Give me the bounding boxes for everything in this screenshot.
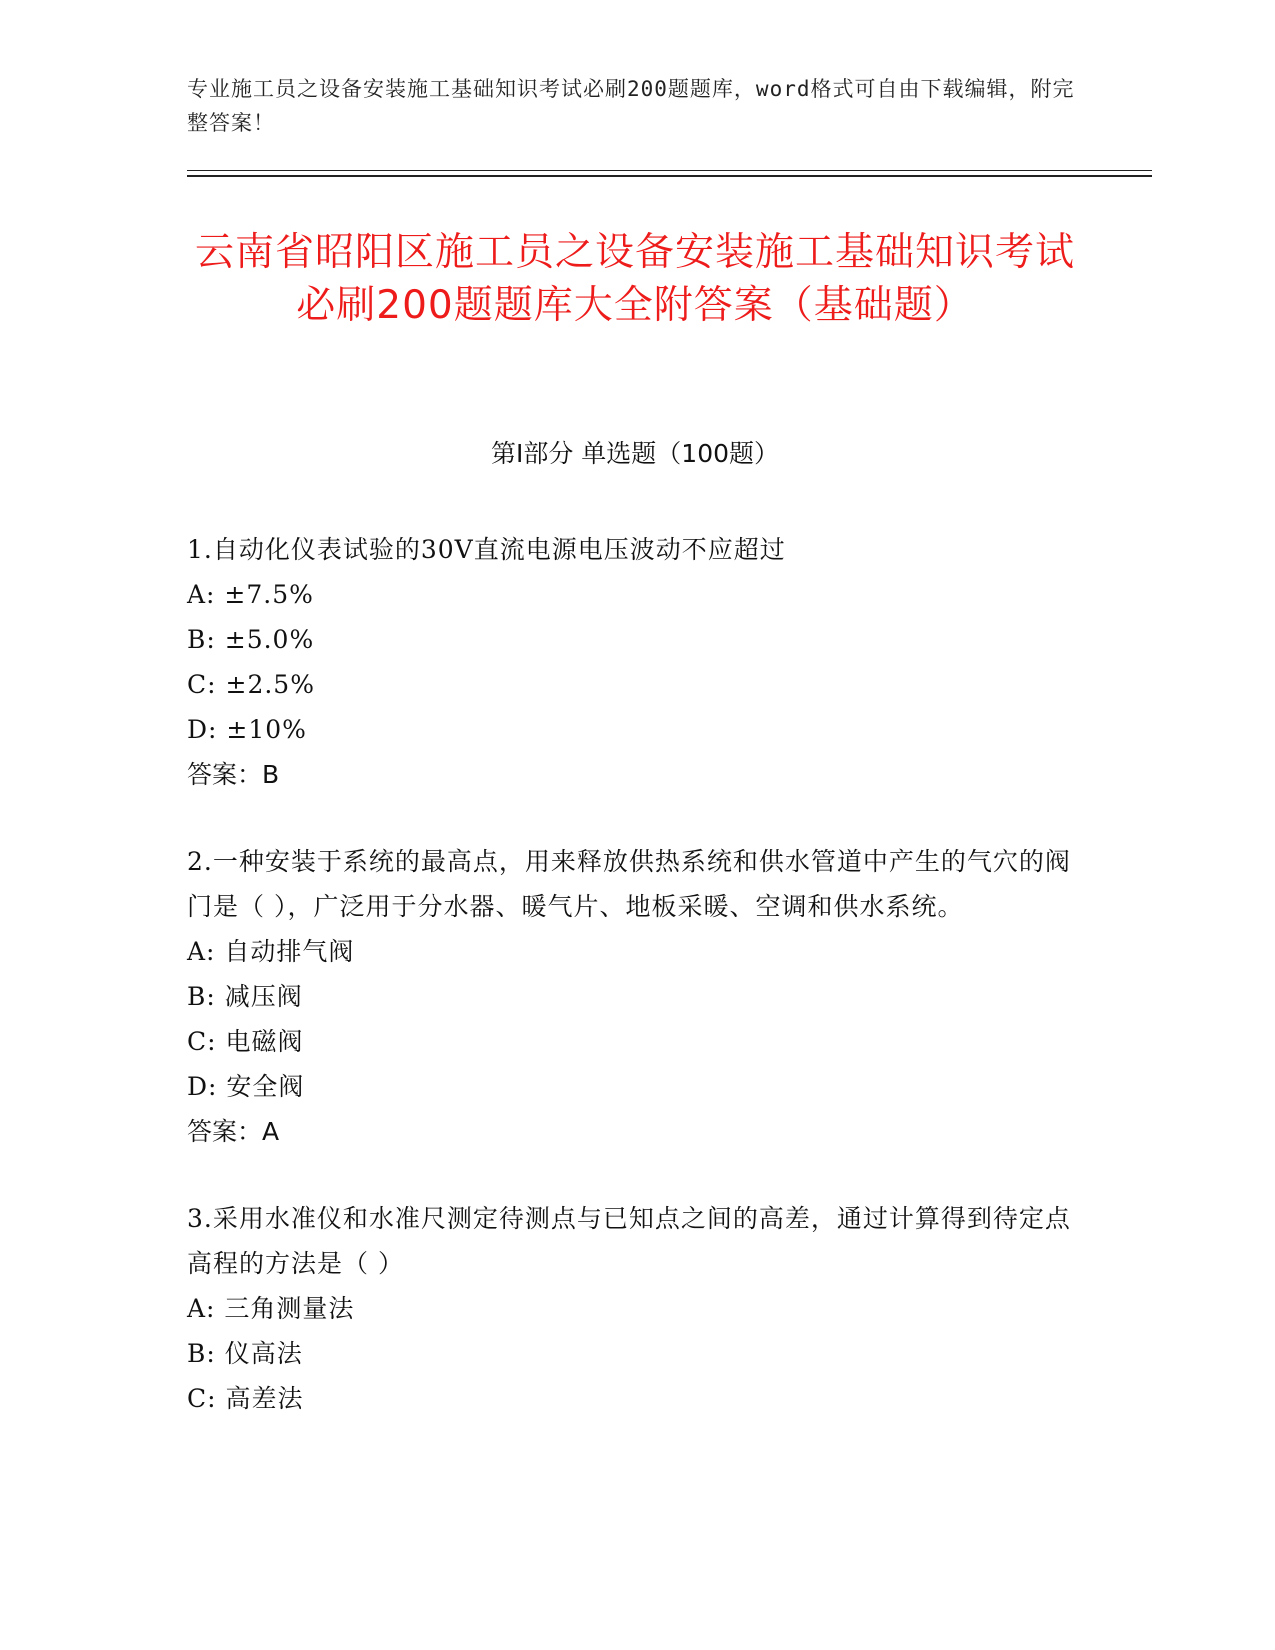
option-a: A: 三角测量法	[187, 1294, 355, 1323]
answer-line: 答案：A	[187, 1117, 280, 1146]
option-b: B: 仪高法	[187, 1339, 303, 1368]
question-2	[187, 839, 1087, 1154]
answer-line: 答案：B	[187, 760, 280, 789]
question-3	[187, 1196, 1087, 1421]
header-note: 专业施工员之设备安装施工基础知识考试必刷200题题库，word格式可自由下载编辑，附完整答案！	[187, 77, 1075, 135]
question-1	[187, 527, 1087, 797]
option-d: D: ±10%	[187, 715, 307, 744]
question-stem: 2.一种安装于系统的最高点，用来释放供热系统和供水管道中产生的气穴的阀门是（ ），广泛用于分水器、暖气片、地板采暖、空调和供水系统。	[187, 847, 1071, 921]
document-title: 云南省昭阳区施工员之设备安装施工基础知识考试必刷200题题库大全附答案（基础题）	[194, 230, 1075, 328]
option-c: C: ±2.5%	[187, 670, 315, 699]
question-list	[187, 527, 1087, 1463]
question-stem: 1.自动化仪表试验的30V直流电源电压波动不应超过	[187, 535, 786, 564]
option-b: B: 减压阀	[187, 982, 303, 1011]
option-b: B: ±5.0%	[187, 625, 315, 654]
option-c: C: 高差法	[187, 1384, 304, 1413]
question-stem: 3.采用水准仪和水准尺测定待测点与已知点之间的高差，通过计算得到待定点高程的方法是（ ）	[187, 1204, 1071, 1278]
option-a: A: 自动排气阀	[187, 937, 355, 966]
option-c: C: 电磁阀	[187, 1027, 304, 1056]
section-heading: 第I部分 单选题（100题）	[490, 439, 780, 468]
header-divider-top	[187, 170, 1152, 171]
option-d: D: 安全阀	[187, 1072, 305, 1101]
option-a: A: ±7.5%	[187, 580, 314, 609]
header-divider-bottom	[187, 175, 1152, 177]
